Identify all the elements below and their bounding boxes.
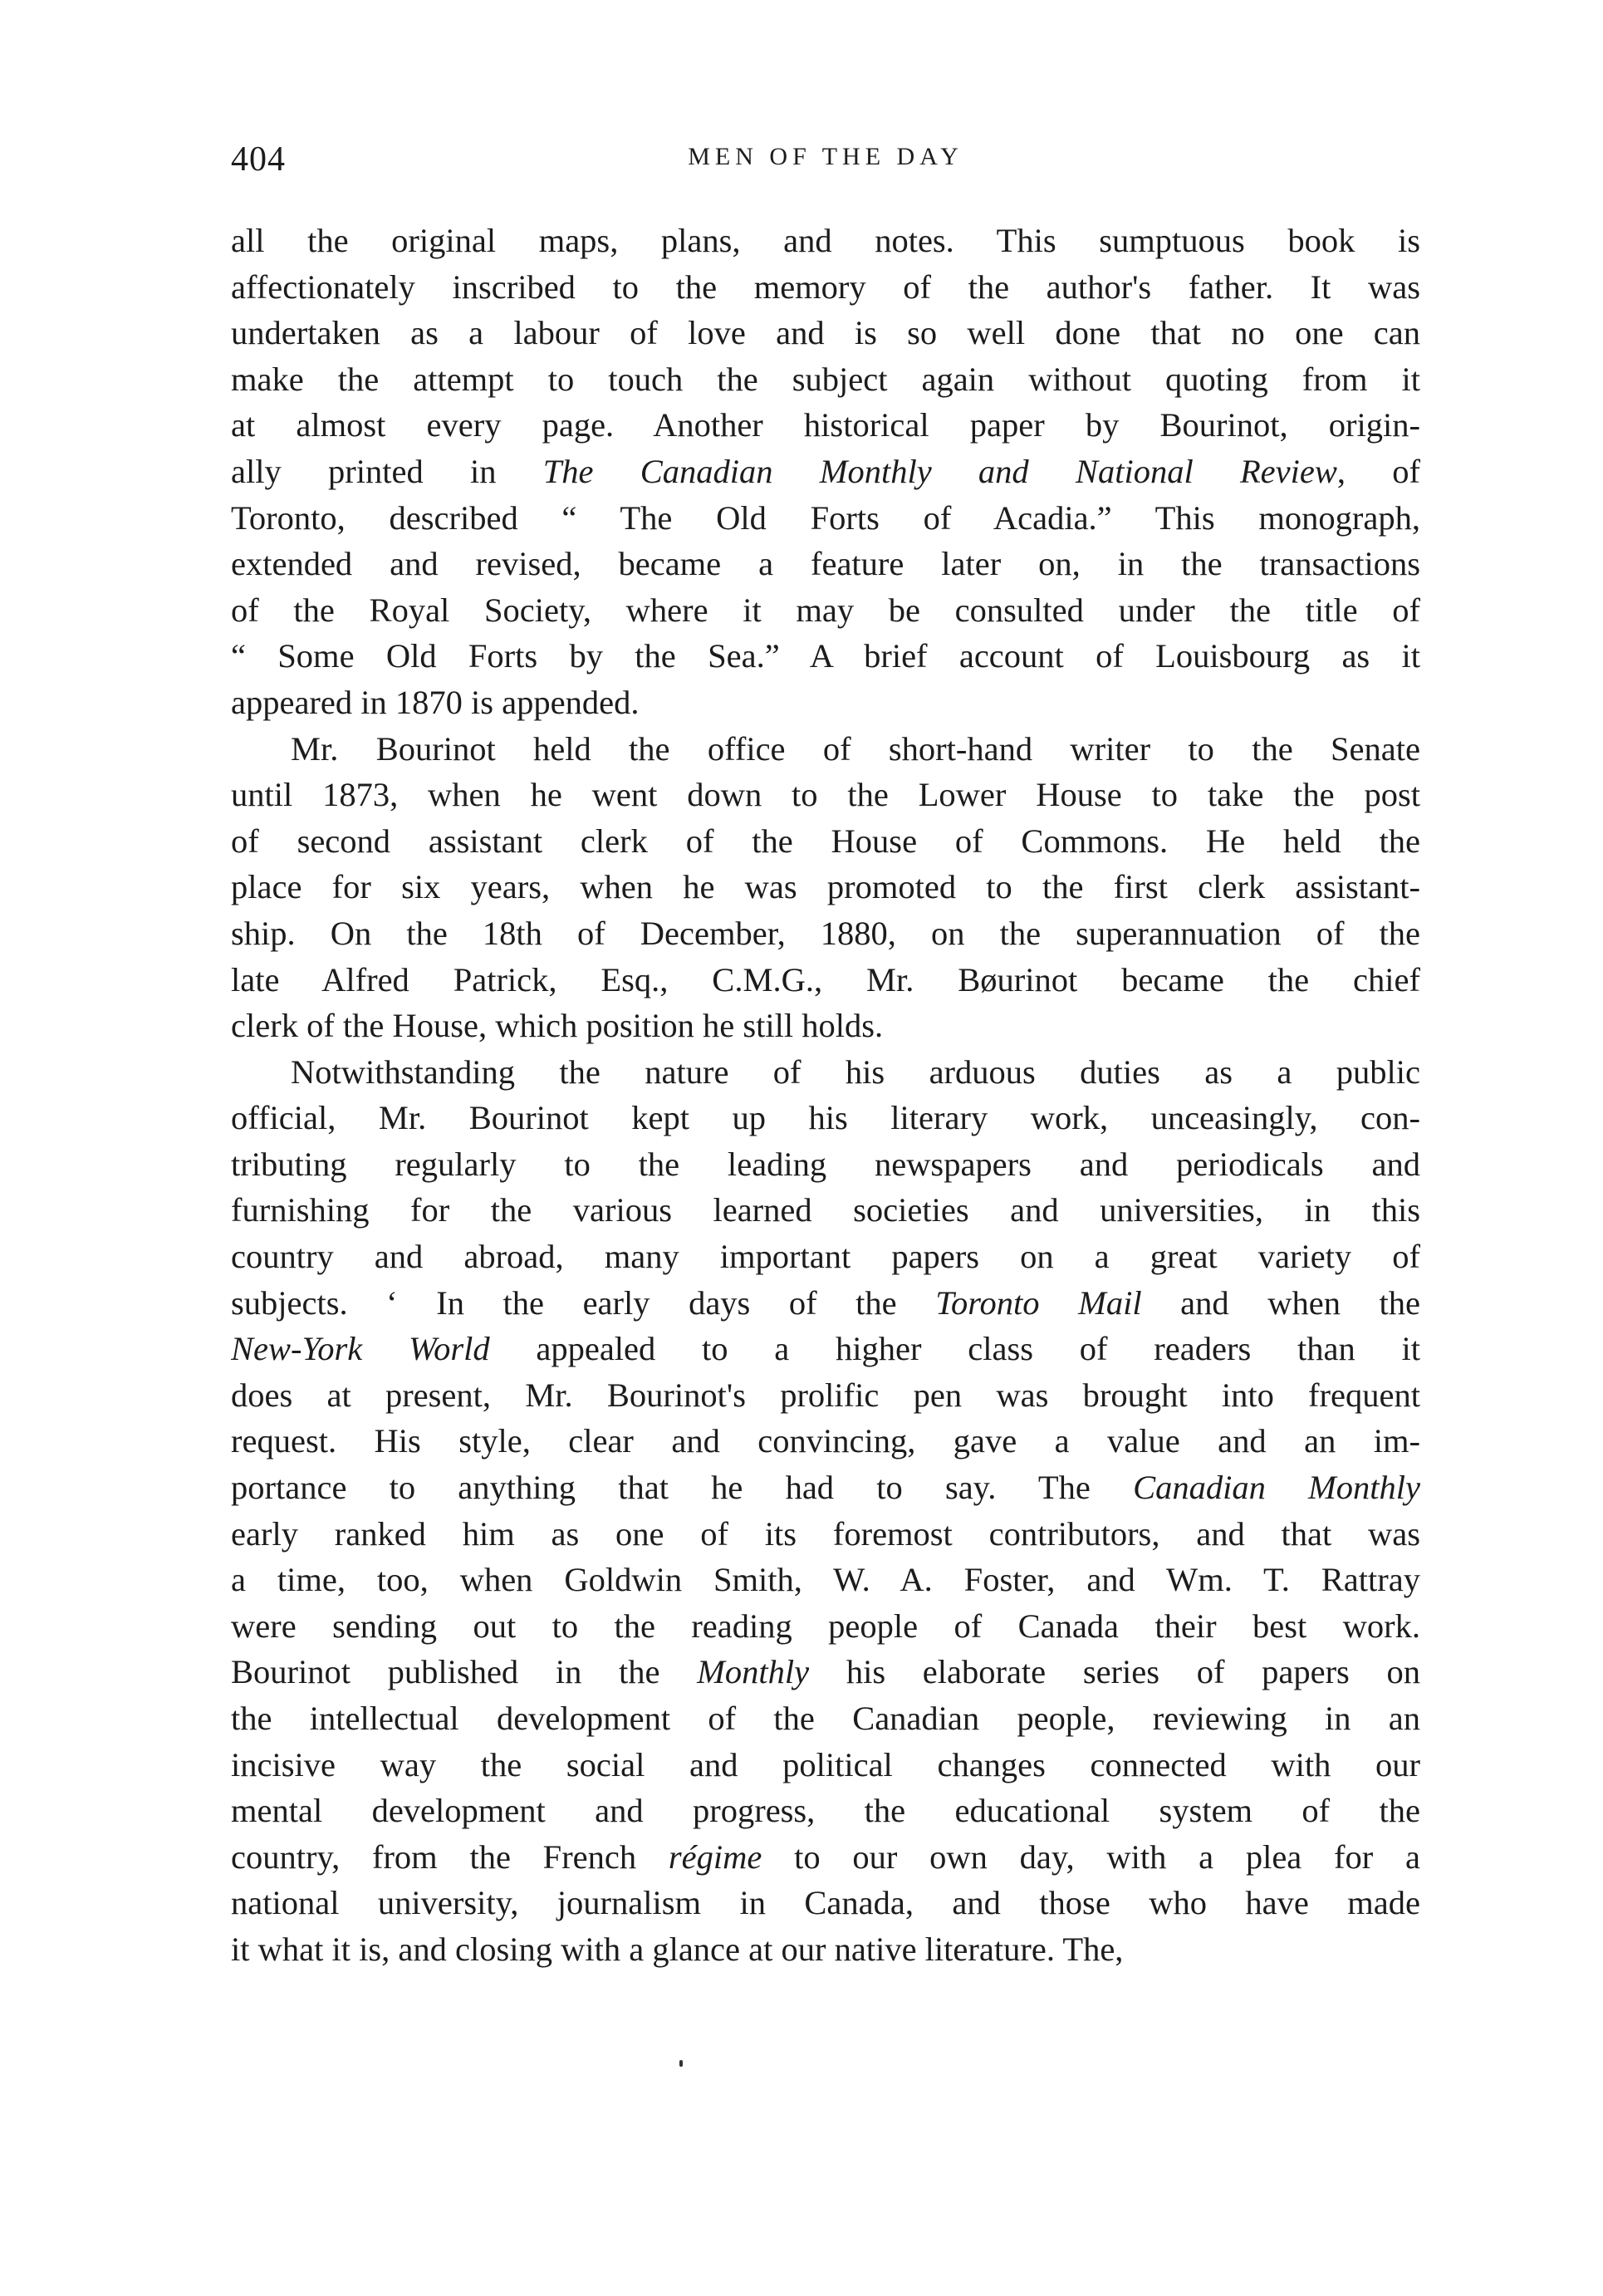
text-line <box>231 1603 1420 1650</box>
text-run: incisive way the social and political changes connected with our <box>231 1745 1420 1783</box>
text-run: place for six years, when he was promoted to the first clerk assistant- <box>231 868 1420 906</box>
text-run: and when the <box>1141 1283 1420 1322</box>
text-line <box>231 772 1420 818</box>
text-line <box>231 957 1420 1003</box>
text-run: affectionately inscribed to the memory of the author's father. It was <box>231 267 1420 306</box>
text-line <box>231 1557 1420 1603</box>
text-run: of second assistant clerk of the House of Commons. He held the <box>231 822 1420 860</box>
text-line <box>231 1695 1420 1742</box>
italic-title: New-York World <box>231 1330 490 1368</box>
text-line <box>231 1649 1420 1695</box>
text-run: of the Royal Society, where it may be consulted under the title of <box>231 591 1420 629</box>
text-run: until 1873, when he went down to the Lower House to take the post <box>231 776 1420 814</box>
text-line <box>231 726 1420 773</box>
text-run: ally printed in <box>231 452 543 490</box>
text-line <box>231 1049 1420 1096</box>
text-line <box>231 1234 1420 1280</box>
text-run: at almost every page. Another historical paper by Bourinot, origin- <box>231 406 1420 444</box>
text-line <box>231 1511 1420 1558</box>
text-run: make the attempt to touch the subject again without quoting from it <box>231 360 1420 398</box>
text-line <box>231 1280 1420 1327</box>
text-line <box>231 541 1420 587</box>
text-line <box>231 679 1420 726</box>
text-run: “ Some Old Forts by the Sea.” A brief account of Louisbourg as it <box>231 637 1420 675</box>
text-line <box>231 1372 1420 1419</box>
running-head <box>231 140 1420 189</box>
text-run: clerk of the House, which position he still holds. <box>231 1007 884 1045</box>
italic-title: Monthly <box>697 1653 810 1691</box>
paragraph <box>231 1049 1420 1973</box>
italic-title: régime <box>668 1837 762 1876</box>
text-line <box>231 1742 1420 1788</box>
text-line <box>231 264 1420 311</box>
text-run: mental development and progress, the educational system of the <box>231 1792 1420 1830</box>
text-run: extended and revised, became a feature later on, in the transactions <box>231 545 1420 583</box>
italic-title: Toronto Mail <box>935 1283 1142 1322</box>
text-run: Toronto, described “ The Old Forts of Acadia.” This monograph, <box>231 498 1420 537</box>
text-run: country and abroad, many important papers on a great variety of <box>231 1238 1420 1276</box>
text-run: the intellectual development of the Canadian people, reviewing in an <box>231 1700 1420 1737</box>
text-run: undertaken as a labour of love and is so well done that no one can <box>231 314 1420 352</box>
text-run: early ranked him as one of its foremost contributors, and that was <box>231 1514 1420 1553</box>
text-line <box>231 1141 1420 1188</box>
text-run: it what it is, and closing with a glance at our native literature. The, <box>231 1930 1124 1968</box>
text-run: to our own day, with a plea for a <box>762 1837 1420 1876</box>
text-line <box>231 218 1420 264</box>
text-run: appealed to a higher class of readers than it <box>489 1330 1420 1368</box>
text-run: Notwithstanding the nature of his arduous duties as a public <box>291 1052 1420 1091</box>
text-line <box>231 864 1420 910</box>
italic-title: Canadian Monthly <box>1133 1469 1420 1507</box>
text-run: furnishing for the various learned societies and universities, in this <box>231 1191 1420 1229</box>
text-run: ship. On the 18th of December, 1880, on the superannuation of the <box>231 914 1420 952</box>
page-number: 404 <box>231 140 286 179</box>
text-run: does at present, Mr. Bourinot's prolific pen was brought into frequent <box>231 1376 1420 1414</box>
text-line <box>231 310 1420 356</box>
text-run: subjects. ‘ In the early days of the <box>231 1283 936 1322</box>
text-line <box>231 587 1420 634</box>
text-run: Bourinot published in the <box>231 1653 698 1691</box>
text-run: were sending out to the reading people of Canada their best work. <box>231 1607 1420 1645</box>
text-run: , of <box>1336 452 1420 490</box>
text-line <box>231 356 1420 403</box>
paragraph <box>231 726 1420 1049</box>
running-title: MEN OF THE DAY <box>688 143 963 170</box>
text-run: official, Mr. Bourinot kept up his literary work, unceasingly, con- <box>231 1099 1420 1137</box>
text-line <box>231 495 1420 542</box>
text-run: request. His style, clear and convincing, gave a value and an im- <box>231 1422 1420 1460</box>
text-run: his elaborate series of papers on <box>809 1653 1420 1691</box>
body-text <box>231 218 1420 1973</box>
text-run: tributing regularly to the leading newspapers and periodicals and <box>231 1145 1420 1183</box>
text-line <box>231 1003 1420 1049</box>
text-line <box>231 633 1420 679</box>
ink-speck <box>679 2060 683 2067</box>
paragraph <box>231 218 1420 726</box>
text-line <box>231 402 1420 449</box>
text-run: all the original maps, plans, and notes. This sumptuous book is <box>231 222 1420 259</box>
text-line <box>231 1095 1420 1141</box>
text-line <box>231 910 1420 957</box>
text-line <box>231 1187 1420 1234</box>
text-line <box>231 1834 1420 1881</box>
text-line <box>231 1926 1420 1973</box>
text-line <box>231 818 1420 865</box>
text-run: late Alfred Patrick, Esq., C.M.G., Mr. Bøurinot became the chief <box>231 960 1420 998</box>
text-run: national university, journalism in Canada, and those who have made <box>231 1884 1420 1922</box>
text-run: Mr. Bourinot held the office of short-hand writer to the Senate <box>291 729 1420 768</box>
text-line <box>231 1326 1420 1372</box>
text-line <box>231 1418 1420 1464</box>
text-line <box>231 449 1420 495</box>
text-run: a time, too, when Goldwin Smith, W. A. Foster, and Wm. T. Rattray <box>231 1561 1420 1599</box>
text-run: appeared in 1870 is appended. <box>231 683 640 721</box>
italic-title: The Canadian Monthly and National Review <box>542 452 1337 490</box>
text-line <box>231 1464 1420 1511</box>
text-line <box>231 1788 1420 1834</box>
text-line <box>231 1880 1420 1926</box>
text-run: country, from the French <box>231 1837 669 1876</box>
text-run: portance to anything that he had to say. The <box>231 1469 1134 1507</box>
